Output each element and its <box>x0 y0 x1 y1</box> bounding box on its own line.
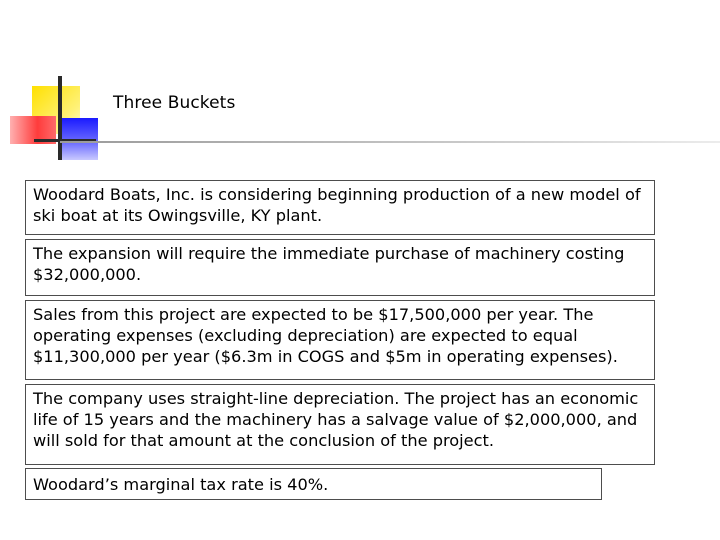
text-box-tax-rate <box>25 468 602 500</box>
paragraph-machinery: The expansion will require the immediate purchase of machinery costing $32,000,000. <box>33 244 625 284</box>
slide-title: Three Buckets <box>113 93 236 113</box>
paragraph-sales: Sales from this project are expected to be $17,500,000 per year. The operating expenses (excluding depreciation) are expected to equal $11,300,000 per year ($6.3m in COGS and $5m in operating expenses). <box>33 305 618 366</box>
ornament-vertical-line <box>58 76 62 160</box>
paragraph-depreciation: The company uses straight-line depreciation. The project has an economic life of 15 years and the machinery has a salvage value of $2,000,000, and will sold for that amount at the conclusion of the project. <box>33 389 639 450</box>
text-box-company <box>25 180 655 235</box>
paragraph-company: Woodard Boats, Inc. is considering beginning production of a new model of ski boat at its Owingsville, KY plant. <box>33 185 641 225</box>
title-ornament <box>0 0 110 170</box>
text-box-machinery <box>25 239 655 296</box>
text-box-sales <box>25 300 655 380</box>
text-box-depreciation <box>25 384 655 465</box>
paragraph-tax-rate: Woodard’s marginal tax rate is 40%. <box>33 475 329 494</box>
title-divider <box>60 141 720 143</box>
